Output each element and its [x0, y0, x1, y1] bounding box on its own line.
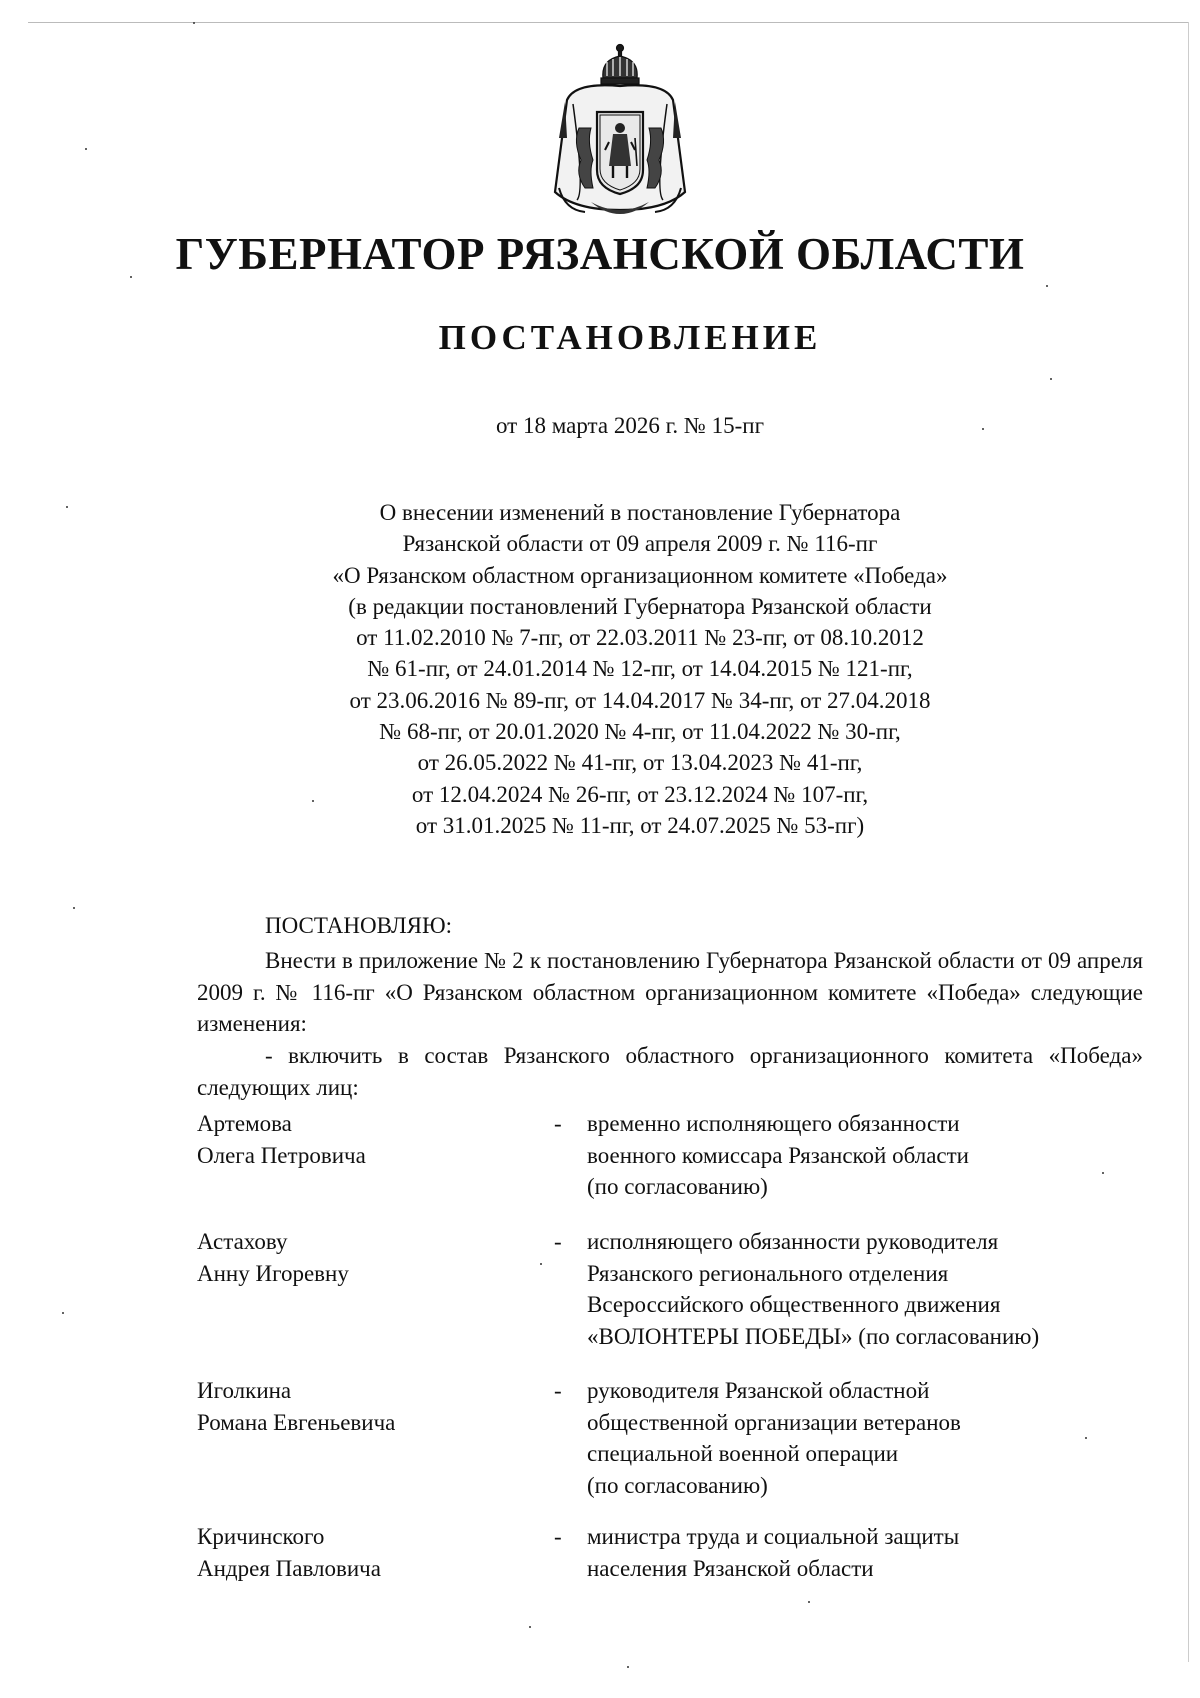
- scan-speck: [627, 1666, 629, 1668]
- member-role: [587, 1375, 1147, 1501]
- member-role-line: Рязанского регионального отделения: [587, 1260, 949, 1286]
- scan-speck: [62, 1312, 64, 1314]
- member-given-names: Анну Игоревну: [197, 1260, 349, 1286]
- member-role-line: временно исполняющего обязанности: [587, 1111, 960, 1136]
- member-surname: Кричинского: [197, 1524, 325, 1549]
- heading-line: от 23.06.2016 № 89-пг, от 14.04.2017 № 34-пг, от 27.04.2018: [349, 687, 931, 713]
- document-date-number: от 18 марта 2026 г. № 15-пг: [495, 413, 765, 438]
- body-paragraph-amendment: Внести в приложение № 2 к постановлению Губернатора Рязанской области от 09 апреля 2009 г. № 116-пг «О Рязанском областном организационном комитете «Победа» следующие изменения:: [197, 948, 1143, 1036]
- scan-edge-top: [28, 22, 1188, 23]
- scan-speck: [529, 1626, 531, 1628]
- member-dash: -: [554, 1111, 562, 1136]
- heading-line: «О Рязанском областном организационном комитете «Победа»: [332, 562, 948, 588]
- member-dash: -: [554, 1378, 562, 1403]
- member-name: [197, 1108, 537, 1171]
- member-surname: Астахову: [197, 1229, 288, 1254]
- scan-speck: [73, 907, 75, 909]
- heading-line: (в редакции постановлений Губернатора Рязанской области: [348, 593, 932, 619]
- heading-line: О внесении изменений в постановление Губернатора: [379, 500, 901, 525]
- member-name: [197, 1375, 537, 1438]
- member-name: [197, 1226, 537, 1289]
- scan-speck: [193, 22, 195, 24]
- scan-speck: [85, 148, 87, 150]
- member-given-names: Олега Петровича: [197, 1142, 366, 1168]
- scan-speck: [808, 1601, 810, 1603]
- heading-line: № 61-пг, от 24.01.2014 № 12-пг, от 14.04.2015 № 121-пг,: [367, 656, 913, 682]
- heading-line: № 68-пг, от 20.01.2020 № 4-пг, от 11.04.2022 № 30-пг,: [379, 719, 901, 745]
- member-role-line: (по согласованию): [587, 1174, 768, 1199]
- scan-speck: [1046, 285, 1048, 287]
- document-heading: [240, 497, 1040, 841]
- decree-word: ПОСТАНОВЛЯЮ:: [265, 913, 453, 938]
- body-paragraph-include: - включить в состав Рязанского областного организационного комитета «Победа» следующих лиц:: [197, 1043, 1143, 1100]
- member-role-line: населения Рязанской области: [587, 1555, 874, 1581]
- member-role: [587, 1108, 1147, 1203]
- member-role-line: общественной организации ветеранов: [587, 1409, 961, 1435]
- heading-line: от 12.04.2024 № 26-пг, от 23.12.2024 № 107-пг,: [411, 781, 869, 807]
- member-role-line: военного комиссара Рязанской области: [587, 1142, 969, 1168]
- member-dash: -: [554, 1229, 562, 1254]
- coat-of-arms-icon: [545, 42, 695, 222]
- heading-line: от 31.01.2025 № 11-пг, от 24.07.2025 № 53-пг): [415, 812, 865, 838]
- member-name: [197, 1521, 537, 1584]
- member-role-line: исполняющего обязанности руководителя: [587, 1229, 999, 1254]
- member-role-line: специальной военной операции: [587, 1441, 899, 1466]
- heading-line: Рязанской области от 09 апреля 2009 г. № 116-пг: [402, 531, 878, 557]
- scan-speck: [540, 1263, 542, 1265]
- member-dash: -: [554, 1524, 562, 1549]
- member-surname: Артемова: [197, 1111, 292, 1136]
- heading-line: от 26.05.2022 № 41-пг, от 13.04.2023 № 41-пг,: [417, 750, 863, 776]
- member-given-names: Андрея Павловича: [197, 1555, 381, 1581]
- member-role-line: руководителя Рязанской областной: [587, 1378, 930, 1403]
- document-issuer-title: ГУБЕРНАТОР РЯЗАНСКОЙ ОБЛАСТИ: [175, 229, 1025, 279]
- member-role: [587, 1226, 1147, 1352]
- shield-icon: [597, 112, 643, 194]
- member-given-names: Романа Евгеньевича: [197, 1409, 396, 1435]
- member-role-line: Всероссийского общественного движения: [587, 1292, 1001, 1317]
- member-role-line: «ВОЛОНТЕРЫ ПОБЕДЫ» (по согласованию): [587, 1323, 1040, 1349]
- crown-icon: [601, 45, 639, 85]
- member-role: [587, 1521, 1147, 1584]
- scan-speck: [66, 506, 68, 508]
- document-type-title: ПОСТАНОВЛЕНИЕ: [438, 318, 822, 357]
- heading-line: от 11.02.2010 № 7-пг, от 22.03.2011 № 23-пг, от 08.10.2012: [356, 625, 924, 651]
- member-role-line: министра труда и социальной защиты: [587, 1524, 960, 1549]
- scan-speck: [1050, 378, 1052, 380]
- member-surname: Иголкина: [197, 1378, 292, 1403]
- member-role-line: (по согласованию): [587, 1472, 768, 1498]
